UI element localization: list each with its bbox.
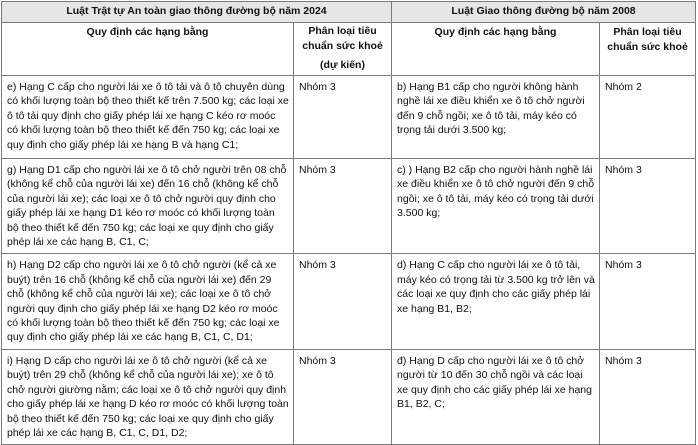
column-header-row — [2, 23, 696, 76]
license-comparison-table — [1, 1, 696, 445]
table-row — [2, 254, 696, 349]
health-2008-header: Phân loại tiêu chuẩn sức khoẻ — [600, 23, 696, 76]
regulation-2024-cell: i) Hạng D cấp cho người lái xe ô tô chở người (kể cả xe buýt) trên 29 chỗ (không kể chỗ của người lái xe); xe ô tô chở người giường nằm; các loại xe ô tô chở người quy định cho giấy phép lái xe hạng D kéo rơ moóc có khối lượng toàn bộ theo thiết kế đến 750 kg; các loại xe quy định cho giấy phép lái xe các hạng B, C1, C, D1, D2; — [2, 349, 294, 444]
health-group-2008-cell: Nhóm 2 — [600, 76, 696, 159]
health-group-2024-cell: Nhóm 3 — [294, 76, 392, 159]
regulation-2024-cell: g) Hạng D1 cấp cho người lái xe ô tô chở người trên 08 chỗ (không kể chỗ của người lái xe) đến 16 chỗ (không kể chỗ của người lái xe); các loại xe ô tô chở người quy định cho giấy phép lái xe hạng D1 kéo rơ moóc có khối lượng toàn bộ theo thiết kế đến 750 kg; các loại xe quy định cho giấy phép lái xe các hạng B, C1, C; — [2, 159, 294, 254]
table-row — [2, 159, 696, 254]
law-2008-header: Luật Giao thông đường bộ năm 2008 — [392, 2, 696, 23]
law-header-row — [2, 2, 696, 23]
regulation-2024-cell: e) Hạng C cấp cho người lái xe ô tô tải và ô tô chuyên dùng có khối lượng toàn bộ theo thiết kế trên 7.500 kg; các loại xe ô tô tải quy định cho giấy phép lái xe hạng C kéo rơ moóc có khối lượng toàn bộ theo thiết kế đến 750 kg; các loại xe quy định cho giấy phép lái xe hạng B và hạng C1; — [2, 76, 294, 159]
health-group-2024-cell: Nhóm 3 — [294, 159, 392, 254]
health-group-2024-cell: Nhóm 3 — [294, 349, 392, 444]
regulation-2008-cell: b) Hạng B1 cấp cho người không hành nghề lái xe điều khiển xe ô tô chở người đến 9 chỗ ngồi; xe ô tô tải, máy kéo có trọng tải dưới 3.500 kg; — [392, 76, 600, 159]
regulations-2024-header: Quy định các hạng bằng — [2, 23, 294, 76]
regulation-2008-cell: d) Hạng C cấp cho người lái xe ô tô tải, máy kéo có trọng tải từ 3.500 kg trở lên và các loại xe quy định cho các giấy phép lái xe hạng B1, B2; — [392, 254, 600, 349]
regulation-2008-cell: c) ) Hạng B2 cấp cho người hành nghề lái xe điều khiển xe ô tô chở người đến 9 chỗ ngồi; xe ô tô tải, máy kéo có trọng tải dưới 3.500 kg; — [392, 159, 600, 254]
regulations-2008-header: Quy định các hạng bằng — [392, 23, 600, 76]
regulation-2008-cell: đ) Hạng D cấp cho người lái xe ô tô chở người từ 10 đến 30 chỗ ngồi và các loại xe quy định cho các giấy phép lái xe hạng B1, B2, C; — [392, 349, 600, 444]
table-row — [2, 76, 696, 159]
regulation-2024-cell: h) Hạng D2 cấp cho người lái xe ô tô chở người (kể cả xe buýt) trên 16 chỗ (không kể chỗ của người lái xe) đến 29 chỗ (không kể chỗ của người lái xe); các loại xe ô tô chở người quy định cho giấy phép lái xe hạng D2 kéo rơ moóc có khối lượng toàn bộ theo thiết kế đến 750 kg; các loại xe quy định cho giấy phép lái xe các hạng B, C1, C, D1; — [2, 254, 294, 349]
health-group-2008-cell: Nhóm 3 — [600, 349, 696, 444]
law-2024-header: Luật Trật tự An toàn giao thông đường bộ năm 2024 — [2, 2, 392, 23]
health-group-2008-cell: Nhóm 3 — [600, 254, 696, 349]
health-group-2024-cell: Nhóm 3 — [294, 254, 392, 349]
health-2024-header-note: (dự kiến) — [320, 59, 365, 71]
comparison-table-container — [1, 1, 696, 445]
health-2024-header-label: Phân loại tiêu chuẩn sức khoẻ — [302, 25, 383, 52]
table-row — [2, 349, 696, 444]
health-2024-header — [294, 23, 392, 76]
health-group-2008-cell: Nhóm 3 — [600, 159, 696, 254]
